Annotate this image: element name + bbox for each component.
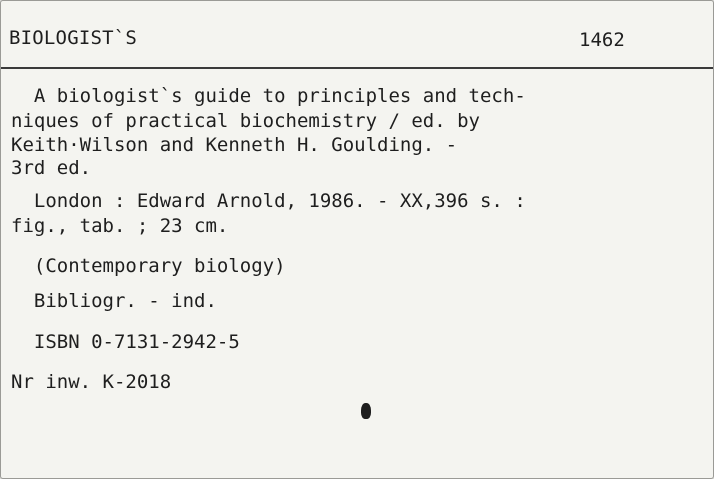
entry-line-imprint: London : Edward Arnold, 1986. - XX,396 s. : [11, 190, 526, 212]
entry-line-editors: Keith·Wilson and Kenneth H. Goulding. - [11, 134, 458, 156]
punch-hole-mark [361, 403, 371, 419]
entry-line-title-cont: niques of practical biochemistry / ed. by [11, 110, 480, 132]
entry-line-edition: 3rd ed. [11, 157, 92, 179]
entry-line-inventory: Nr inw. K-2018 [11, 371, 172, 393]
entry-line-physical: fig., tab. ; 23 cm. [11, 215, 229, 237]
header-rule [1, 67, 713, 69]
entry-line-isbn: ISBN 0-7131-2942-5 [11, 331, 240, 353]
card-heading: BIOLOGIST`S [9, 27, 138, 49]
card-number: 1462 [579, 29, 625, 51]
entry-line-series: (Contemporary biology) [11, 255, 286, 277]
entry-line-notes: Bibliogr. - ind. [11, 290, 217, 312]
entry-line-title: A biologist`s guide to principles and tech- [11, 85, 526, 107]
